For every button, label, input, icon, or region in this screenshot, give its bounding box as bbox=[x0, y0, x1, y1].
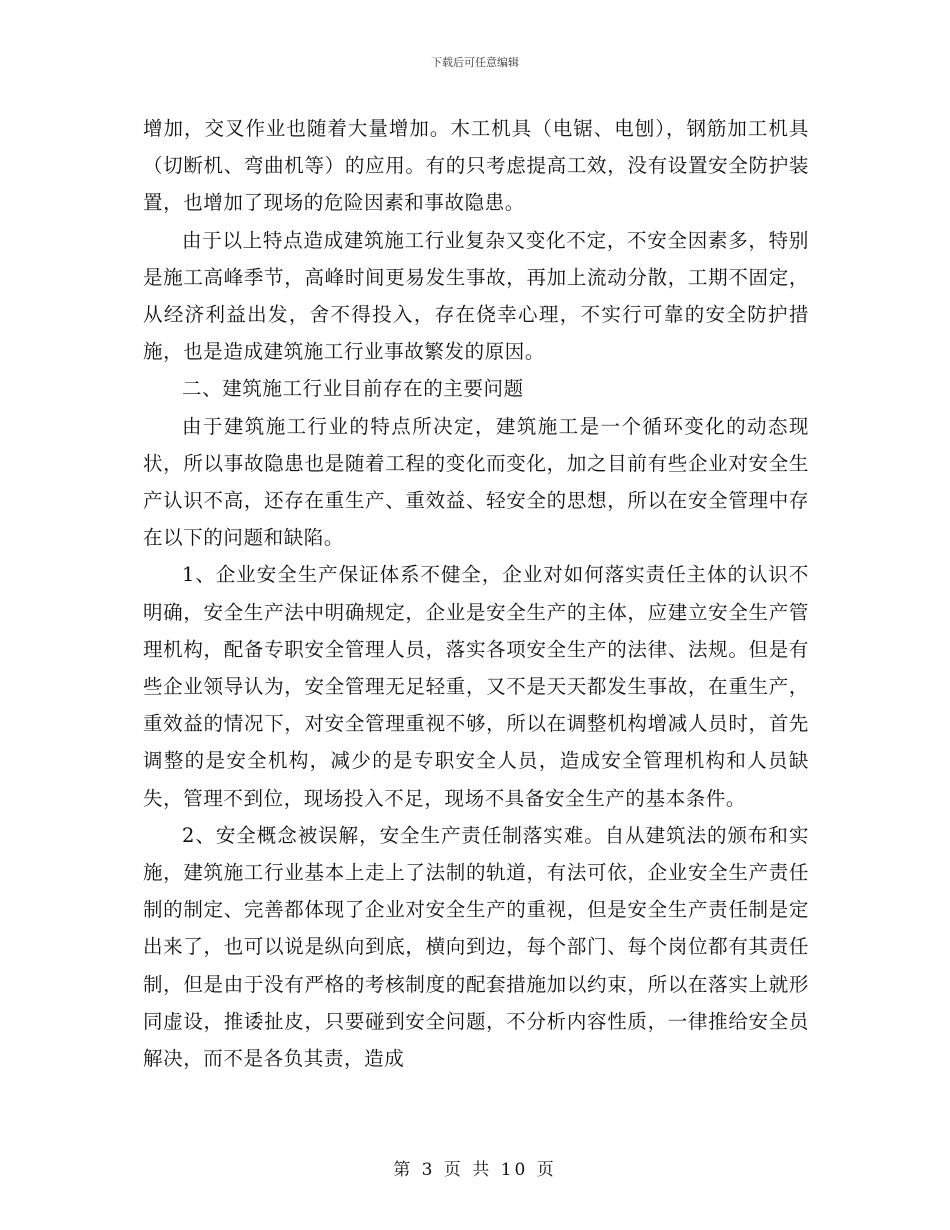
paragraph-5: 2、安全概念被误解，安全生产责任制落实难。自从建筑法的颁布和实施，建筑施工行业基本上走上了法制的轨道，有法可依，企业安全生产责任制的制定、完善都体现了企业对安全生产的重视，但是安全生产责任制是定出来了，也可以说是纵向到底，横向到边，每个部门、每个岗位都有其责任制，但是由于没有严格的考核制度的配套措施加以约束，所以在落实上就形同虚设，推诿扯皮，只要碰到安全问题，不分析内容性质，一律推给安全员解决，而不是各负其责，造成 bbox=[143, 823, 809, 1071]
body-content bbox=[143, 110, 809, 1077]
paragraph-1: 增加，交叉作业也随着大量增加。木工机具（电锯、电刨），钢筋加工机具（切断机、弯曲机等）的应用。有的只考虑提高工效，没有设置安全防护装置，也增加了现场的危险因素和事故隐患。 bbox=[143, 117, 809, 215]
paragraph-4: 1、企业安全生产保证体系不健全，企业对如何落实责任主体的认识不明确，安全生产法中明确规定，企业是安全生产的主体，应建立安全生产管理机构，配备专职安全管理人员，落实各项安全生产的法律、法规。但是有些企业领导认为，安全管理无足轻重，又不是天天都发生事故，在重生产，重效益的情况下，对安全管理重视不够，所以在调整机构增减人员时，首先调整的是安全机构，减少的是专职安全人员，造成安全管理机构和人员缺失，管理不到位，现场投入不足，现场不具备安全生产的基本条件。 bbox=[143, 563, 809, 810]
page-header: 下载后可任意编辑 bbox=[431, 56, 519, 69]
section-heading: 二、建筑施工行业目前存在的主要问题 bbox=[182, 377, 524, 401]
page-footer: 第 3 页 共 10 页 bbox=[393, 1160, 557, 1180]
paragraph-3: 由于建筑施工行业的特点所决定，建筑施工是一个循环变化的动态现状，所以事故隐患也是随着工程的变化而变化，加之目前有些企业对安全生产认识不高，还存在重生产、重效益、轻安全的思想，所以在安全管理中存在以下的问题和缺陷。 bbox=[143, 414, 809, 550]
paragraph-2: 由于以上特点造成建筑施工行业复杂又变化不定，不安全因素多，特别是施工高峰季节，高峰时间更易发生事故，再加上流动分散，工期不固定，从经济利益出发，舍不得投入，存在侥幸心理，不实行可靠的安全防护措施，也是造成建筑施工行业事故繁发的原因。 bbox=[143, 228, 809, 364]
